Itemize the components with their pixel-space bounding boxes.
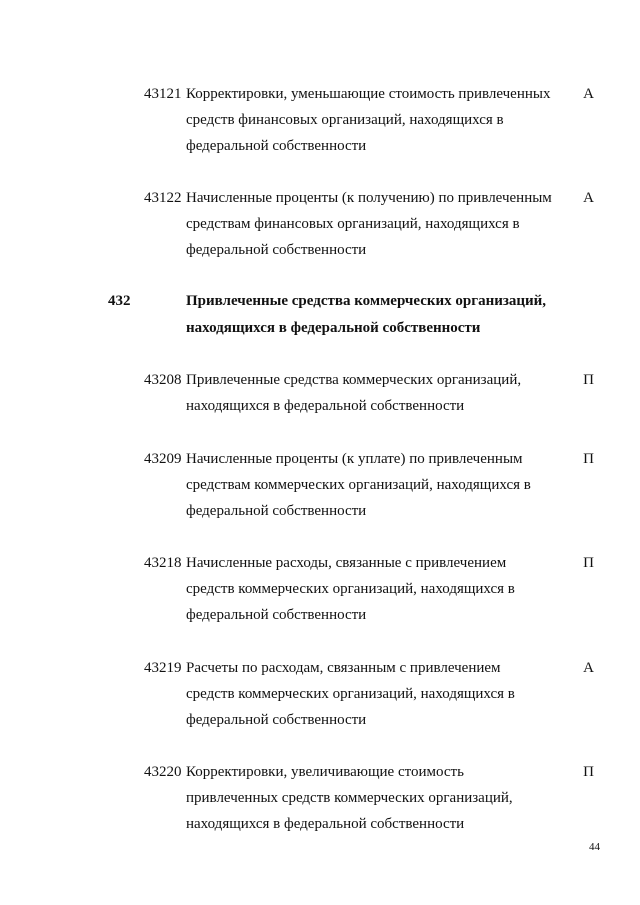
account-code: 43220 [144, 764, 182, 780]
description-line: средств финансовых организаций, находящихся в [186, 112, 504, 128]
account-type: П [583, 555, 594, 571]
description-line: средств коммерческих организаций, находящихся в [186, 581, 515, 597]
description-line: Начисленные проценты (к уплате) по привлеченным [186, 451, 523, 467]
description-line: средствам коммерческих организаций, находящихся в [186, 477, 531, 493]
description-line: федеральной собственности [186, 503, 367, 519]
account-type: А [583, 86, 594, 102]
description-line: Корректировки, увеличивающие стоимость [186, 764, 464, 780]
description-line: Привлеченные средства коммерческих организаций, [186, 372, 522, 388]
account-entry-43121 [144, 81, 614, 159]
account-type: П [583, 372, 594, 388]
account-description [186, 550, 566, 628]
account-type: П [583, 764, 594, 780]
account-description [186, 367, 566, 419]
section-title-line: Привлеченные средства коммерческих организаций, [186, 293, 547, 309]
description-line: находящихся в федеральной собственности [186, 816, 465, 832]
account-description [186, 655, 566, 733]
account-code: 43209 [144, 451, 182, 467]
description-line: Корректировки, уменьшающие стоимость привлеченных [186, 86, 551, 102]
description-line: Начисленные проценты (к получению) по привлеченным [186, 190, 552, 206]
account-entry-43208 [144, 367, 614, 419]
description-line: привлеченных средств коммерческих организаций, [186, 790, 513, 806]
account-entry-43209 [144, 446, 614, 524]
description-line: федеральной собственности [186, 138, 367, 154]
account-entry-43122 [144, 185, 614, 263]
account-description [186, 759, 566, 837]
account-code: 43122 [144, 190, 182, 206]
description-line: федеральной собственности [186, 607, 367, 623]
account-entry-43219 [144, 655, 614, 733]
account-code: 43218 [144, 555, 182, 571]
account-entry-43218 [144, 550, 614, 628]
description-line: Начисленные расходы, связанные с привлечением [186, 555, 507, 571]
account-description [186, 81, 566, 159]
account-entry-43220 [144, 759, 614, 837]
section-title-line: находящихся в федеральной собственности [186, 320, 481, 336]
account-description [186, 446, 566, 524]
section-title [186, 288, 586, 342]
description-line: находящихся в федеральной собственности [186, 398, 465, 414]
account-code: 43219 [144, 660, 182, 676]
description-line: федеральной собственности [186, 712, 367, 728]
account-type: А [583, 660, 594, 676]
description-line: Расчеты по расходам, связанным с привлечением [186, 660, 501, 676]
account-type: А [583, 190, 594, 206]
account-type: П [583, 451, 594, 467]
account-description [186, 185, 566, 263]
section-heading-432 [108, 288, 608, 342]
account-code: 43121 [144, 86, 182, 102]
section-code: 432 [108, 293, 131, 309]
page-number: 44 [589, 841, 600, 853]
description-line: средствам финансовых организаций, находящихся в [186, 216, 520, 232]
description-line: средств коммерческих организаций, находящихся в [186, 686, 515, 702]
description-line: федеральной собственности [186, 242, 367, 258]
account-code: 43208 [144, 372, 182, 388]
